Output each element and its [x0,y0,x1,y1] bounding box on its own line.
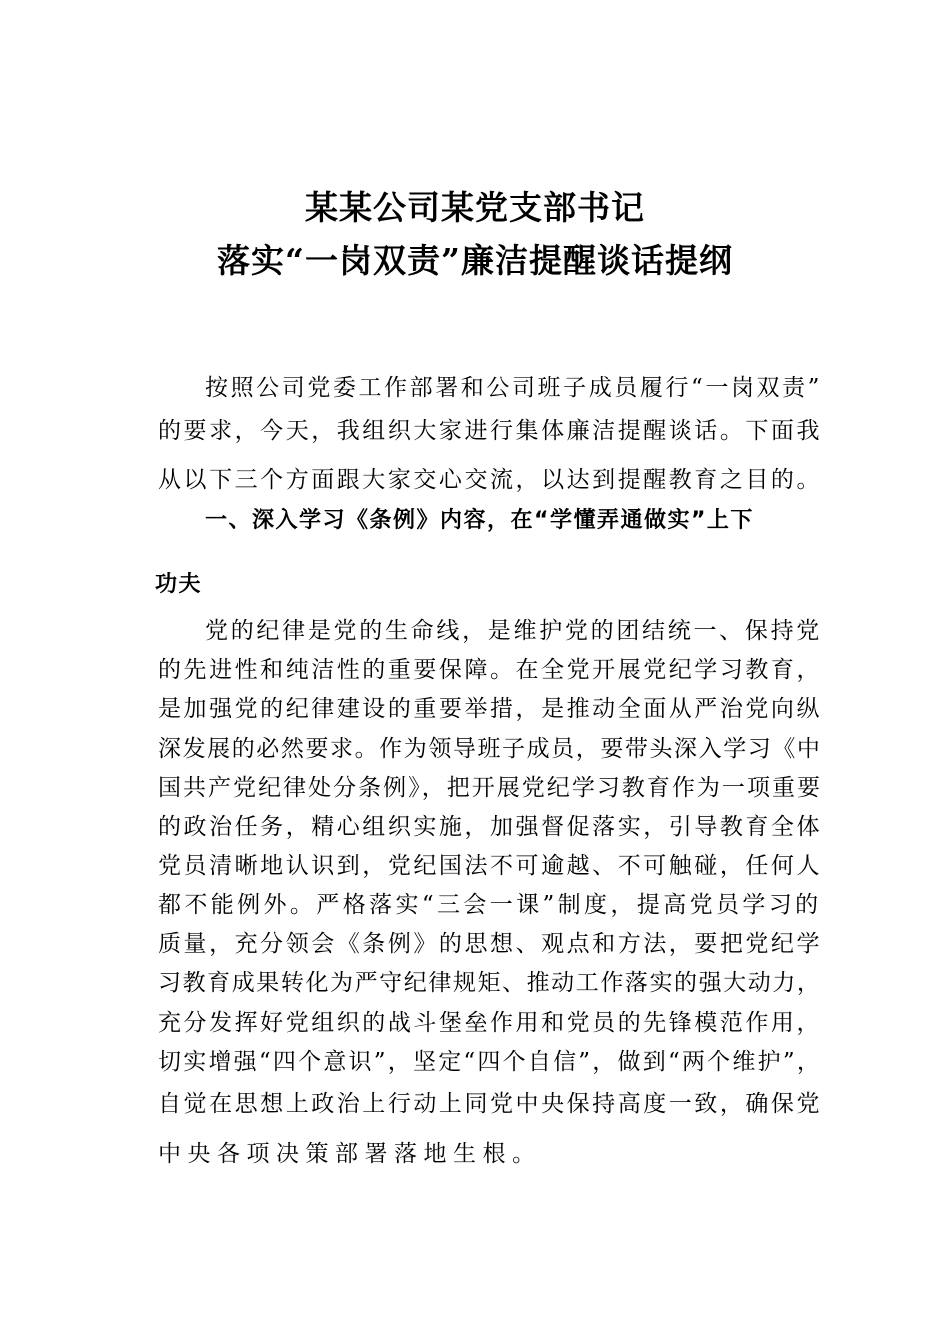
paragraph-line: 国共产党纪律处分条例》，把开展党纪学习教育作为一项重要 [158,775,822,801]
paragraph-line: 自觉在思想上政治上行动上同党中央保持高度一致，确保党 [158,1091,822,1117]
paragraph-line: 党员清晰地认识到，党纪国法不可逾越、不可触碰，任何人 [158,853,822,879]
paragraph-line: 切实增强“四个意识”，坚定“四个自信”，做到“两个维护”， [158,1049,823,1075]
paragraph-line: 习教育成果转化为严守纪律规矩、推动工作落实的强大动力， [158,970,822,996]
intro-line-3: 从以下三个方面跟大家交心交流，以达到提醒教育之目的。 [158,467,822,493]
paragraph-line: 深发展的必然要求。作为领导班子成员，要带头深入学习《中 [158,736,822,762]
paragraph-line: 都不能例外。严格落实“三会一课”制度，提高党员学习的 [158,892,822,918]
document-title-line1: 某某公司某党支部书记 [305,188,645,227]
paragraph-line: 是加强党的纪律建设的重要举措，是推动全面从严治党向纵 [158,696,822,722]
intro-line-1: 按照公司党委工作部署和公司班子成员履行“一岗双责” [205,375,823,401]
section-1-heading: 一、深入学习《条例》内容，在“学懂弄通做实”上下 [205,508,754,533]
paragraph-line: 质量，充分领会《条例》的思想、观点和方法，要把党纪学 [158,931,822,957]
paragraph-line: 的先进性和纯洁性的重要保障。在全党开展党纪学习教育， [158,657,822,683]
paragraph-line: 充分发挥好党组织的战斗堡垒作用和党员的先锋模范作用， [158,1010,822,1036]
document-title-line2: 落实“一岗双责”廉洁提醒谈话提纲 [217,241,733,280]
paragraph-line: 党的纪律是党的生命线，是维护党的团结统一、保持党 [205,618,822,644]
intro-line-2: 的要求，今天，我组织大家进行集体廉洁提醒谈话。下面我 [158,418,822,444]
paragraph-line: 中央各项决策部署落地生根。 [158,1141,542,1167]
section-1-heading-continued: 功夫 [155,572,203,597]
paragraph-line: 的政治任务，精心组织实施，加强督促落实，引导教育全体 [158,814,822,840]
